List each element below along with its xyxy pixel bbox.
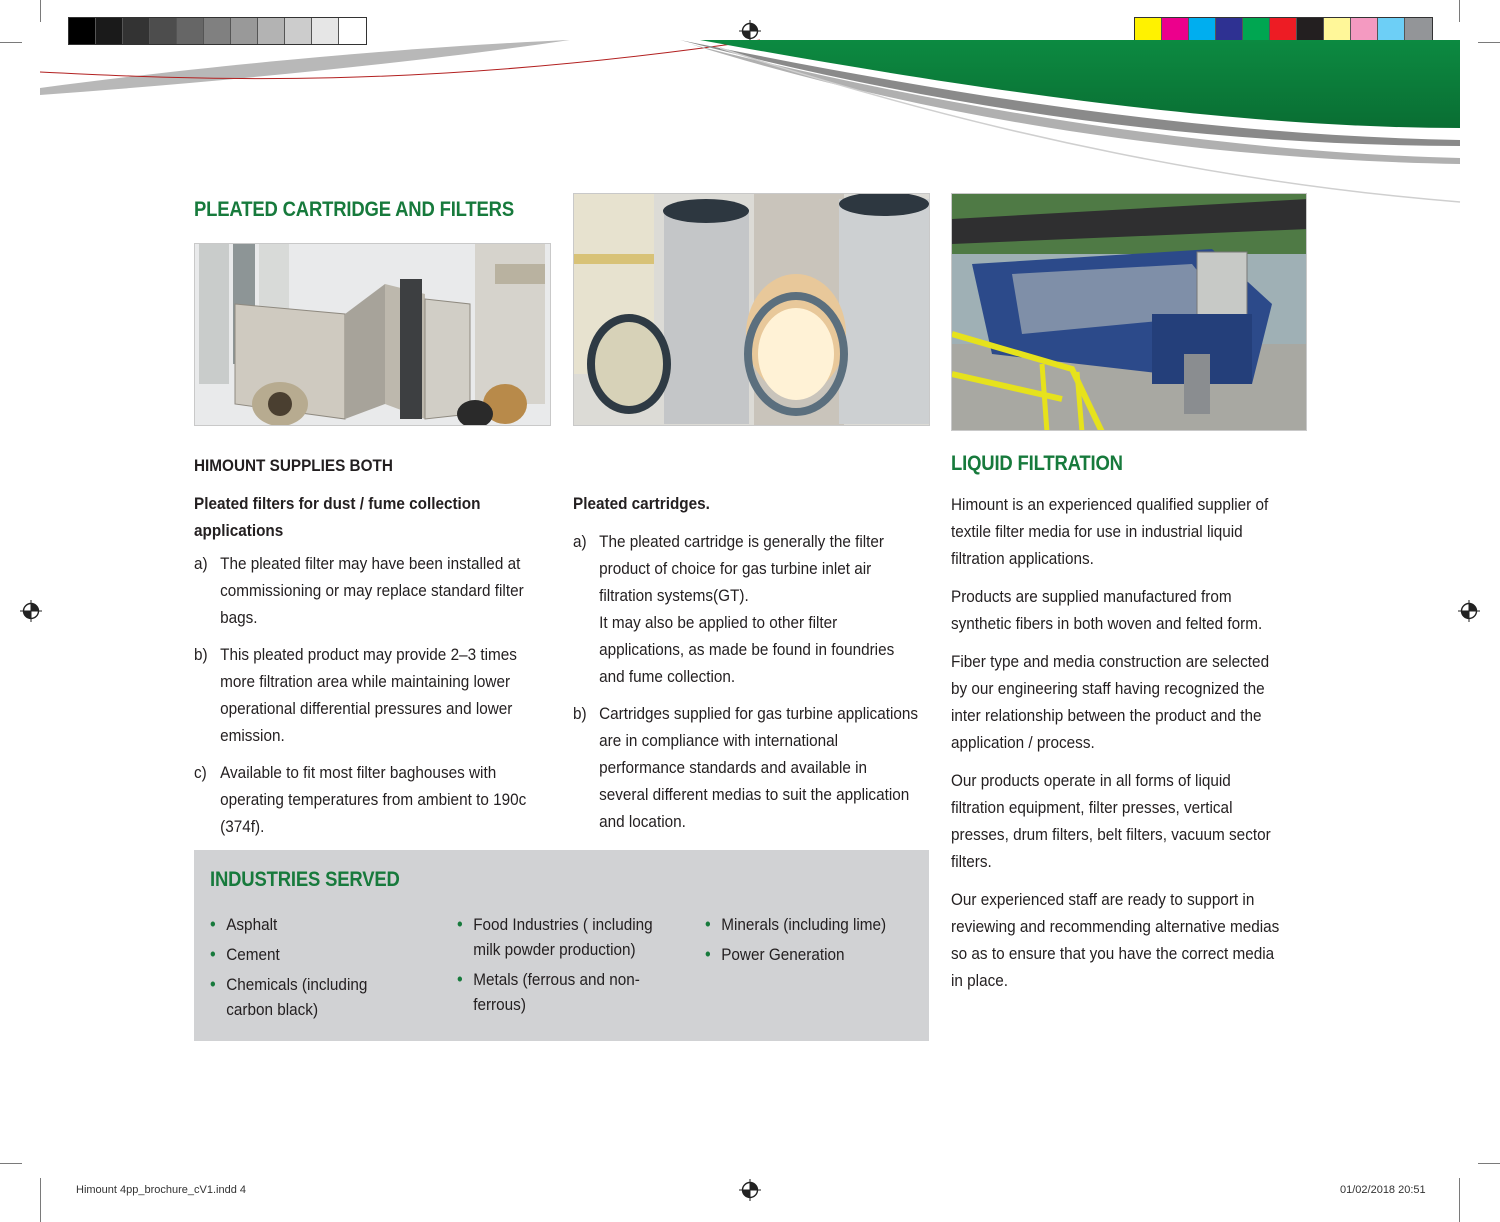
item-body: [599, 700, 919, 835]
photo-pleated-filters: [194, 243, 551, 426]
paragraph: Our experienced staff are ready to support in reviewing and recommending alternative medias so as to ensure that you have the correct media in place.: [951, 890, 1280, 990]
item-text: This pleated product may provide 2–3 times more filtration area while maintaining lower operational differential pressures and lower emission.: [220, 645, 517, 745]
right-column-body: [951, 491, 1289, 1005]
registration-mark-icon: [739, 1179, 761, 1201]
industries-column: [705, 912, 912, 972]
paragraph: Our products operate in all forms of liquid filtration equipment, filter presses, vertical presses, drum filters, belt filters, vacuum sector filters.: [951, 771, 1271, 871]
paragraph: Himount is an experienced qualified supplier of textile filter media for use in industrial liquid filtration applications.: [951, 495, 1269, 568]
item-marker: b): [573, 704, 587, 723]
paragraph: Fiber type and media construction are selected by our engineering staff having recognized the inter relationship between the product and the application / process.: [951, 652, 1270, 752]
intro-heading: HIMOUNT SUPPLIES BOTH: [194, 456, 393, 475]
file-slug: Himount 4pp_brochure_cV1.indd 4: [76, 1184, 247, 1196]
registration-mark-icon: [1458, 600, 1480, 622]
left-item-list: [194, 550, 540, 840]
industry-item: [210, 942, 399, 967]
industry-item: [705, 942, 912, 967]
industries-column: [457, 912, 664, 1022]
item-marker: a): [573, 532, 587, 551]
crop-mark: [0, 1163, 22, 1164]
industries-column: [210, 912, 399, 1027]
middle-column-body: [573, 490, 919, 845]
paragraph: Products are supplied manufactured from synthetic fibers in both woven and felted form.: [951, 587, 1263, 633]
subheading-dust-fume: Pleated filters for dust / fume collection applications: [194, 494, 481, 540]
left-column-body: [194, 490, 540, 850]
industries-title: INDUSTRIES SERVED: [210, 868, 400, 891]
list-item: [194, 641, 540, 749]
crop-mark: [1459, 1178, 1460, 1222]
item-marker: a): [194, 554, 208, 573]
photo-filter-press: [951, 193, 1307, 431]
list-item: [194, 550, 540, 631]
registration-mark-icon: [20, 600, 42, 622]
industry-item: [210, 972, 399, 1022]
list-item: [573, 528, 919, 690]
industry-label: Food Industries ( including milk powder production): [473, 915, 653, 959]
item-text: The pleated cartridge is generally the filter product of choice for gas turbine inlet air filtration systems(GT).: [599, 532, 885, 605]
crop-mark: [40, 1178, 41, 1222]
item-text: The pleated filter may have been installed at commissioning or may replace standard filter bags.: [220, 554, 524, 627]
date-time: 01/02/2018 20:51: [1340, 1184, 1426, 1196]
section-title-pleated: PLEATED CARTRIDGE AND FILTERS: [194, 198, 515, 221]
industry-label: Metals (ferrous and non-ferrous): [473, 970, 640, 1014]
header-swoosh: [0, 0, 1500, 210]
list-item: [194, 759, 540, 840]
bullet-dot-icon: •: [705, 944, 711, 964]
middle-item-list: [573, 528, 919, 835]
industry-item: [210, 912, 399, 937]
photo-cartridges: [573, 193, 930, 426]
crop-mark: [1478, 1163, 1500, 1164]
industry-item: [457, 967, 664, 1017]
item-text: Available to fit most filter baghouses with operating temperatures from ambient to 190c (374f).: [220, 763, 527, 836]
industry-label: Chemicals (including carbon black): [226, 975, 368, 1019]
list-item: [573, 700, 919, 835]
bullet-dot-icon: •: [457, 969, 463, 989]
industry-label: Cement: [226, 945, 280, 964]
item-marker: c): [194, 763, 207, 782]
bullet-dot-icon: •: [210, 914, 216, 934]
industry-label: Minerals (including lime): [721, 915, 887, 934]
item-marker: b): [194, 645, 208, 664]
section-title-liquid: LIQUID FILTRATION: [951, 452, 1123, 475]
bullet-dot-icon: •: [457, 914, 463, 934]
item-text: Cartridges supplied for gas turbine applications are in compliance with international performance standards and available in several different medias to suit the application and location.: [599, 704, 919, 831]
industry-label: Asphalt: [226, 915, 278, 934]
subheading-pleated-cartridges: Pleated cartridges.: [573, 494, 710, 513]
industry-label: Power Generation: [721, 945, 845, 964]
item-body: [599, 528, 919, 690]
item-text-extra: It may also be applied to other filter applications, as made be found in foundries and fume collection.: [599, 613, 895, 686]
bullet-dot-icon: •: [210, 974, 216, 994]
bullet-dot-icon: •: [210, 944, 216, 964]
industry-item: [457, 912, 664, 962]
industries-panel: [194, 850, 929, 1041]
bullet-dot-icon: •: [705, 914, 711, 934]
industry-item: [705, 912, 912, 937]
